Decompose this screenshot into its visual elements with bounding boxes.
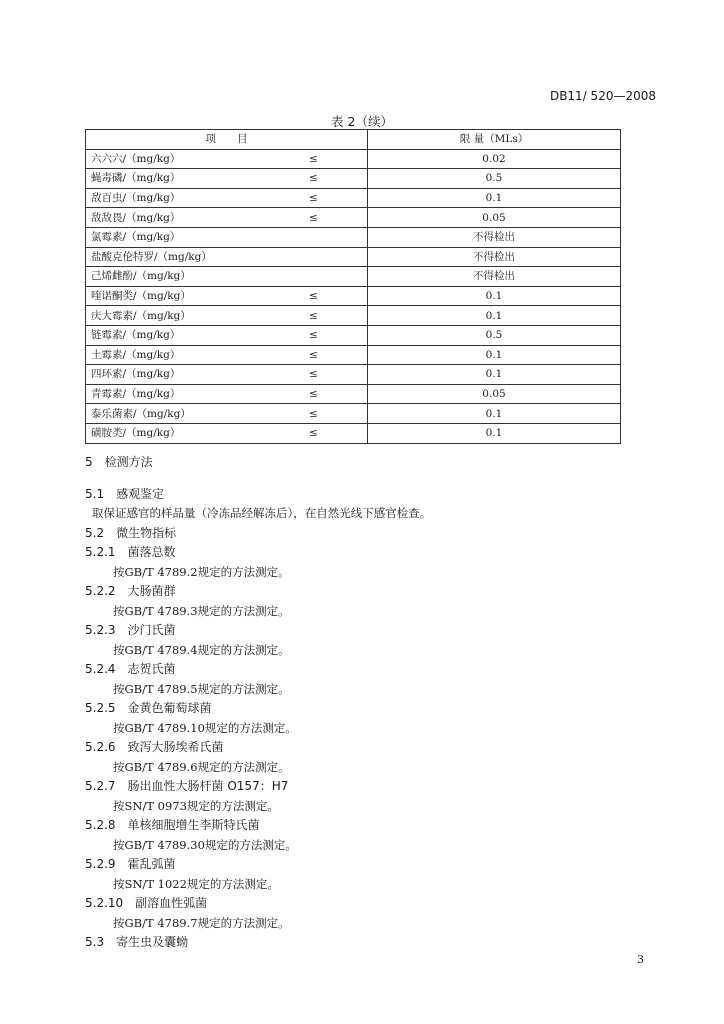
subsection-heading: 5.2.9 霍乱弧菌 (85, 857, 176, 871)
table-row (86, 306, 621, 326)
section-5-2-items (85, 543, 645, 933)
row-limit: 不得检出 (368, 267, 621, 287)
section-5-2-heading: 5.2 微生物指标 (85, 525, 177, 540)
row-limit: 0.5 (368, 325, 621, 345)
table-row (86, 149, 621, 169)
row-item: 六六六/（mg/kg） (86, 149, 310, 169)
row-limit: 0.1 (368, 188, 621, 208)
row-item: 四环素/（mg/kg） (86, 365, 310, 385)
subsection-heading: 5.2.8 单核细胞增生李斯特氏菌 (85, 818, 260, 832)
subsection-text: 按GB/T 4789.2规定的方法测定。 (113, 564, 290, 579)
section-5-1-heading: 5.1 感观鉴定 (85, 486, 165, 501)
row-limit: 0.05 (368, 384, 621, 404)
row-item: 喹诺酮类/（mg/kg） (86, 286, 310, 306)
section-5 (85, 453, 645, 953)
row-symbol: ≤ (309, 404, 368, 424)
row-limit: 不得检出 (368, 227, 621, 247)
subsection-heading: 5.2.7 肠出血性大肠杆菌 O157：H7 (85, 779, 289, 793)
table-row (86, 325, 621, 345)
row-limit: 0.1 (368, 423, 621, 443)
header-limit: 限 量（MLs） (368, 130, 621, 150)
row-item: 敌敌畏/（mg/kg） (86, 208, 310, 228)
row-item: 磺胺类/（mg/kg） (86, 423, 310, 443)
row-item: 敌百虫/（mg/kg） (86, 188, 310, 208)
table-row (86, 188, 621, 208)
row-limit: 0.05 (368, 208, 621, 228)
table-row (86, 286, 621, 306)
subsection-heading: 5.2.2 大肠菌群 (85, 584, 176, 598)
row-symbol (309, 267, 368, 287)
row-item: 泰乐菌素/（mg/kg） (86, 404, 310, 424)
row-limit: 0.1 (368, 404, 621, 424)
row-item: 土霉素/（mg/kg） (86, 345, 310, 365)
table-row (86, 208, 621, 228)
subsection-heading: 5.2.10 副溶血性弧菌 (85, 896, 208, 910)
table-row (86, 384, 621, 404)
row-symbol: ≤ (309, 149, 368, 169)
row-symbol: ≤ (309, 384, 368, 404)
row-symbol: ≤ (309, 423, 368, 443)
row-limit: 0.1 (368, 306, 621, 326)
row-item: 氯霉素/（mg/kg） (86, 227, 310, 247)
document-code: DB11/ 520—2008 (549, 89, 656, 103)
table-row (86, 267, 621, 287)
row-item: 己烯雌酚/（mg/kg） (86, 267, 310, 287)
row-symbol (309, 247, 368, 267)
subsection-text: 按GB/T 4789.7规定的方法测定。 (113, 915, 290, 930)
table-row (86, 227, 621, 247)
subsection-heading: 5.2.4 志贺氏菌 (85, 662, 176, 676)
row-limit: 0.02 (368, 149, 621, 169)
header-item: 项 目 (86, 130, 368, 150)
row-item: 庆大霉素/（mg/kg） (86, 306, 310, 326)
table-row (86, 404, 621, 424)
row-limit: 0.1 (368, 345, 621, 365)
row-item: 蝇毒磷/（mg/kg） (86, 169, 310, 189)
row-symbol: ≤ (309, 188, 368, 208)
subsection-text: 按SN/T 1022规定的方法测定。 (113, 876, 279, 891)
row-limit: 不得检出 (368, 247, 621, 267)
subsection-heading: 5.2.1 菌落总数 (85, 545, 176, 559)
subsection-heading: 5.2.5 金黄色葡萄球菌 (85, 701, 212, 715)
section-5-heading: 5 检测方法 (85, 455, 153, 469)
limits-table (85, 129, 621, 444)
section-5-1-text: 取保证感官的样品量（冷冻品经解冻后），在自然光线下感官检查。 (92, 506, 432, 520)
row-symbol: ≤ (309, 169, 368, 189)
section-5-3-heading: 5.3 寄生虫及囊蚴 (85, 935, 189, 949)
subsection-text: 按GB/T 4789.10规定的方法测定。 (113, 720, 297, 735)
table-row (86, 169, 621, 189)
subsection-heading: 5.2.6 致泻大肠埃希氏菌 (85, 740, 224, 754)
table-row (86, 423, 621, 443)
table-title: 表 2（续） (331, 114, 393, 129)
row-item: 盐酸克伦特罗/（mg/kg） (86, 247, 310, 267)
row-symbol: ≤ (309, 325, 368, 345)
subsection-text: 按GB/T 4789.6规定的方法测定。 (113, 759, 290, 774)
row-limit: 0.1 (368, 286, 621, 306)
subsection-text: 按GB/T 4789.3规定的方法测定。 (113, 603, 290, 618)
row-symbol: ≤ (309, 208, 368, 228)
row-symbol (309, 227, 368, 247)
page-number: 3 (637, 953, 644, 966)
table-row (86, 345, 621, 365)
subsection-text: 按GB/T 4789.30规定的方法测定。 (113, 837, 297, 852)
subsection-text: 按GB/T 4789.5规定的方法测定。 (113, 681, 290, 696)
row-symbol: ≤ (309, 286, 368, 306)
row-symbol: ≤ (309, 345, 368, 365)
row-limit: 0.5 (368, 169, 621, 189)
subsection-text: 按SN/T 0973规定的方法测定。 (113, 798, 279, 813)
row-item: 青霉素/（mg/kg） (86, 384, 310, 404)
row-symbol: ≤ (309, 365, 368, 385)
table-row (86, 365, 621, 385)
row-limit: 0.1 (368, 365, 621, 385)
row-item: 链霉素/（mg/kg） (86, 325, 310, 345)
table-header-row (86, 130, 621, 150)
table-row (86, 247, 621, 267)
subsection-heading: 5.2.3 沙门氏菌 (85, 623, 176, 637)
row-symbol: ≤ (309, 306, 368, 326)
subsection-text: 按GB/T 4789.4规定的方法测定。 (113, 642, 290, 657)
